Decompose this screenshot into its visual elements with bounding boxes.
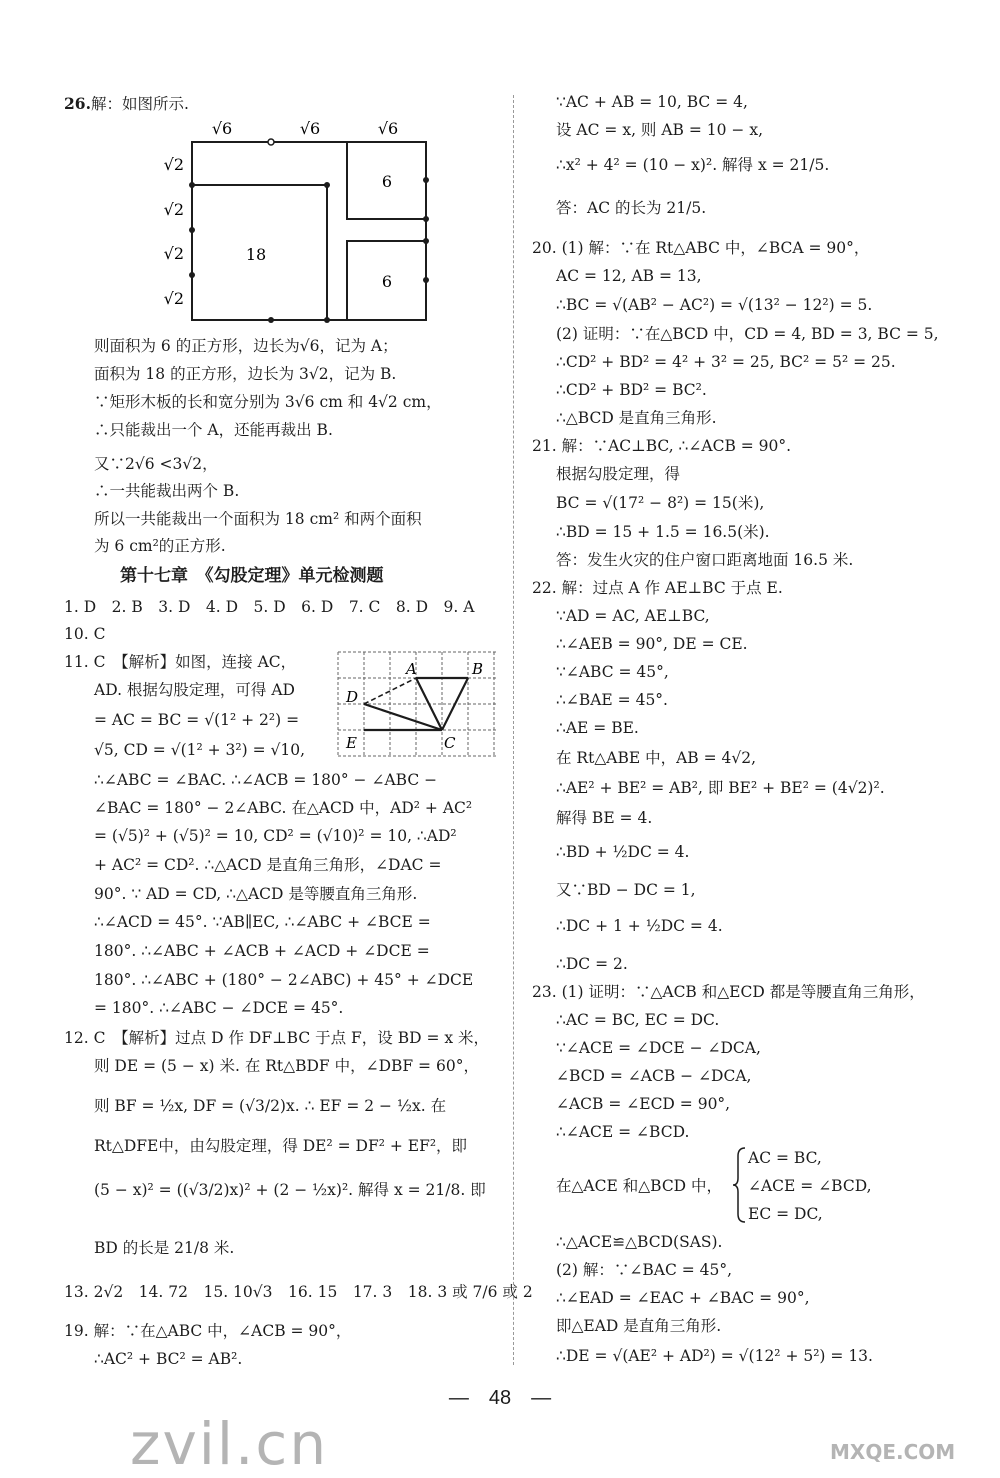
q23-line: ∴∠ACE = ∠BCD. <box>556 1123 690 1141</box>
q22-line: ∴BD + ½DC = 4. <box>556 843 690 861</box>
q23-line: 即△EAD 是直角三角形. <box>556 1317 722 1335</box>
text-line: ∴一共能裁出两个 B. <box>94 482 240 500</box>
q20-line: 20. (1) 解：∵在 Rt△ABC 中，∠BCA = 90°， <box>532 239 870 257</box>
q20-line: ∴CD² + BD² = 4² + 3² = 25, BC² = 5² = 25. <box>556 353 896 371</box>
q21-line: ∴BD = 15 + 1.5 = 16.5(米). <box>556 523 770 541</box>
q22-line: 又∵BD − DC = 1, <box>556 881 696 899</box>
q22-line: ∴∠BAE = 45°. <box>556 691 668 709</box>
q11-line: ∴∠ABC = ∠BAC. ∴∠ACB = 180° − ∠ABC − <box>94 771 438 789</box>
q12-line: Rt△DFE中，由勾股定理，得 DE² = DF² + EF²，即 <box>94 1137 468 1155</box>
text-line: ∵矩形木板的长和宽分别为 3√6 cm 和 4√2 cm， <box>94 393 442 411</box>
q11-line: 90°. ∵ AD = CD, ∴△ACD 是等腰直角三角形. <box>94 885 418 903</box>
q23-line: ∵∠ACE = ∠DCE − ∠DCA, <box>556 1039 761 1057</box>
q19-line: 设 AC = x, 则 AB = 10 − x, <box>556 121 764 139</box>
q22-line: ∴DC + 1 + ½DC = 4. <box>556 917 723 935</box>
q21-line: BC = √(17² − 8²) = 15(米), <box>556 494 765 512</box>
q12-line: 12. C 【解析】过点 D 作 DF⊥BC 于点 F，设 BD = x 米， <box>64 1029 490 1047</box>
point-label: A <box>406 660 417 678</box>
q26-figure <box>150 112 440 327</box>
q19-line: 答：AC 的长为 21/5. <box>556 199 707 217</box>
q26-line: 26.解：如图所示. <box>64 94 189 113</box>
q23-system-line: AC = BC, <box>748 1149 822 1167</box>
q21-line: 答：发生火灾的住户窗口距离地面 16.5 米. <box>556 551 854 569</box>
point-label: B <box>472 660 484 678</box>
q12-line: BD 的长是 21/8 米. <box>94 1239 235 1257</box>
q22-line: ∴AE = BE. <box>556 719 639 737</box>
q11-line: = (√5)² + (√5)² = 10, CD² = (√10)² = 10, ∴AD² <box>94 827 457 845</box>
watermark-right: MXQE.COM <box>830 1440 956 1464</box>
top-label: √6 <box>211 119 233 138</box>
column-divider <box>513 95 514 1365</box>
q22-line: 在 Rt△ABE 中，AB = 4√2, <box>556 749 757 767</box>
q19-line: ∴x² + 4² = (10 − x)². 解得 x = 21/5. <box>556 156 830 174</box>
q22-line: ∴AE² + BE² = AB², 即 BE² + BE² = (4√2)². <box>556 779 885 797</box>
q22-line: ∵AD = AC, AE⊥BC, <box>556 607 710 625</box>
q20-line: AC = 12, AB = 13, <box>556 267 702 285</box>
page-number-dash: — <box>531 1387 552 1409</box>
q20-line: ∴△BCD 是直角三角形. <box>556 409 717 427</box>
q12-line: 则 DE = (5 − x) 米. 在 Rt△BDF 中，∠DBF = 60°， <box>94 1057 479 1075</box>
top-label: √6 <box>299 119 321 138</box>
q11-line: = AC = BC = √(1² + 2²) = <box>94 711 300 729</box>
page-number-value: 48 <box>488 1387 512 1409</box>
q21-line: 21. 解：∵AC⊥BC, ∴∠ACB = 90°. <box>532 437 792 455</box>
q11-line: AD. 根据勾股定理，可得 AD <box>94 681 295 699</box>
q20-line: (2) 证明：∵在△BCD 中，CD = 4, BD = 3, BC = 5, <box>556 325 939 343</box>
q23-brace <box>732 1146 748 1224</box>
q11-line: = 180°. ∴∠ABC − ∠DCE = 45°. <box>94 999 344 1017</box>
text-line: 则面积为 6 的正方形，边长为√6，记为 A； <box>94 337 398 355</box>
q12-line: 则 BF = ½x, DF = (√3/2)x. ∴ EF = 2 − ½x. 在 <box>94 1097 447 1115</box>
side-label: √2 <box>163 289 184 308</box>
q11-line: 180°. ∴∠ABC + (180° − 2∠ABC) + 45° + ∠DCE <box>94 971 474 989</box>
q23-line: ∴AC = BC, EC = DC. <box>556 1011 720 1029</box>
q11-line: ∴∠ACD = 45°. ∵AB∥EC, ∴∠ABC + ∠BCE = <box>94 913 431 931</box>
q23-system-line: ∠ACE = ∠BCD, <box>748 1177 872 1195</box>
q20-line: ∴CD² + BD² = BC². <box>556 381 707 399</box>
small-square-label: 6 <box>381 272 393 291</box>
q11-line: + AC² = CD². ∴△ACD 是直角三角形，∠DAC = <box>94 856 442 874</box>
chapter-title: 第十七章 《勾股定理》单元检测题 <box>120 566 384 586</box>
q19-line: 19. 解：∵在△ABC 中，∠ACB = 90°， <box>64 1322 352 1340</box>
q21-line: 根据勾股定理，得 <box>556 465 681 483</box>
q19-line: ∵AC + AB = 10, BC = 4, <box>556 93 748 111</box>
point-label: C <box>444 734 456 752</box>
q19-line: ∴AC² + BC² = AB². <box>94 1350 243 1368</box>
q11-line: 180°. ∴∠ABC + ∠ACB + ∠ACD + ∠DCE = <box>94 942 430 960</box>
page-number <box>0 1387 1000 1410</box>
side-label: √2 <box>163 244 184 263</box>
q11-line: √5, CD = √(1² + 3²) = √10, <box>94 741 306 759</box>
text-line: 为 6 cm²的正方形. <box>94 537 226 555</box>
q22-line: 解得 BE = 4. <box>556 809 653 827</box>
page-number-dash: — <box>448 1387 469 1409</box>
q20-line: ∴BC = √(AB² − AC²) = √(13² − 12²) = 5. <box>556 296 873 314</box>
q23-system-lead: 在△ACE 和△BCD 中， <box>556 1177 723 1195</box>
point-label: E <box>346 734 357 752</box>
q11-grid-figure <box>334 648 502 760</box>
big-square-label: 18 <box>245 245 267 264</box>
small-square-label: 6 <box>381 172 393 191</box>
q11-line: ∠BAC = 180° − 2∠ABC. 在△ACD 中，AD² + AC² <box>94 799 473 817</box>
q22-line: ∵∠ABC = 45°, <box>556 663 669 681</box>
q11-line: 11. C 【解析】如图，连接 AC， <box>64 653 297 671</box>
text-line: 又∵2√6 <3√2， <box>94 455 218 473</box>
text-line: 面积为 18 的正方形，边长为 3√2，记为 B. <box>94 365 397 383</box>
q22-line: ∴∠AEB = 90°, DE = CE. <box>556 635 748 653</box>
q23-line: ∠BCD = ∠ACB − ∠DCA, <box>556 1067 752 1085</box>
answers-row: 10. C <box>64 625 106 643</box>
top-label: √6 <box>377 119 399 138</box>
q23-line: 23. (1) 证明：∵△ACB 和△ECD 都是等腰直角三角形， <box>532 983 925 1001</box>
q23-line: ∠ACB = ∠ECD = 90°, <box>556 1095 731 1113</box>
side-label: √2 <box>163 155 184 174</box>
q22-line: 22. 解：过点 A 作 AE⊥BC 于点 E. <box>532 579 783 597</box>
answers-row: 1. D 2. B 3. D 4. D 5. D 6. D 7. C 8. D 9. A <box>64 598 475 616</box>
q23-line: ∴△ACE≌△BCD(SAS). <box>556 1233 723 1251</box>
text-line: 所以一共能裁出一个面积为 18 cm² 和两个面积 <box>94 510 422 528</box>
watermark-left: zvil.cn <box>130 1410 329 1478</box>
q23-line: (2) 解：∵∠BAC = 45°, <box>556 1261 733 1279</box>
q22-line: ∴DC = 2. <box>556 955 628 973</box>
q23-line: ∴∠EAD = ∠EAC + ∠BAC = 90°, <box>556 1289 810 1307</box>
q23-system-line: EC = DC, <box>748 1205 823 1223</box>
text-line: ∴只能裁出一个 A，还能再裁出 B. <box>94 421 333 439</box>
fill-answers: 13. 2√2 14. 72 15. 10√3 16. 15 17. 3 18. 3 或 7/6 或 2 <box>64 1283 533 1301</box>
q12-line: (5 − x)² = ((√3/2)x)² + (2 − ½x)². 解得 x = 21/8. 即 <box>94 1181 486 1199</box>
q23-line: ∴DE = √(AE² + AD²) = √(12² + 5²) = 13. <box>556 1347 873 1365</box>
side-label: √2 <box>163 200 184 219</box>
point-label: D <box>346 688 359 706</box>
